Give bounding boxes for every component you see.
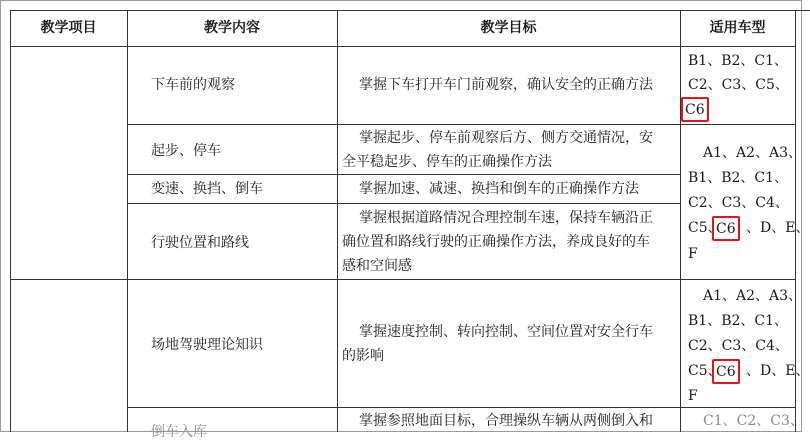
goal-line: 感和空间感 bbox=[342, 258, 412, 274]
goal-line: 掌握根据道路情况合理控制车速，保持车辆沿正 bbox=[359, 210, 653, 226]
row-divider bbox=[127, 203, 680, 204]
highlight-box bbox=[712, 359, 740, 384]
content-cell: 变速、换挡、倒车 bbox=[151, 181, 263, 197]
row-divider bbox=[680, 124, 795, 125]
vehicle-line: C2、C3、C5、 bbox=[688, 77, 789, 93]
goal-line: 掌握加速、减速、换挡和倒车的正确操作方法 bbox=[359, 181, 639, 197]
vehicle-line: A1、A2、A3、 bbox=[703, 288, 803, 304]
vehicle-line: 、D、E、 bbox=[746, 363, 810, 379]
vehicle-line: C5、 bbox=[688, 220, 722, 236]
header-goal: 教学目标 bbox=[480, 20, 537, 36]
vehicle-line: C1、C2、C3、 bbox=[703, 413, 804, 429]
goal-line: 掌握下车打开车门前观察，确认安全的正确方法 bbox=[359, 77, 653, 93]
content-cell: 行驶位置和路线 bbox=[151, 235, 249, 251]
vehicle-line: B1、B2、C1、 bbox=[688, 53, 789, 69]
content-cell: 下车前的观察 bbox=[151, 77, 235, 93]
row-divider bbox=[127, 174, 680, 175]
content-cell: 起步、停车 bbox=[151, 143, 221, 159]
content-cell: 场地驾驶理论知识 bbox=[151, 337, 263, 353]
vehicle-code: C6 bbox=[685, 102, 705, 118]
header-content: 教学内容 bbox=[204, 20, 260, 36]
vehicle-line: C2、C3、C4、 bbox=[688, 338, 789, 354]
header-project: 教学项目 bbox=[40, 20, 97, 36]
goal-line: 确位置和路线行驶的正确操作方法，养成良好的车 bbox=[342, 234, 650, 250]
vehicle-code: C6 bbox=[716, 221, 736, 237]
col-border bbox=[10, 10, 11, 432]
goal-line: 的影响 bbox=[342, 348, 384, 364]
vehicle-code: C6 bbox=[716, 364, 736, 380]
goal-line: 掌握起步、停车前观察后方、侧方交通情况，安 bbox=[359, 130, 653, 146]
content-cell: 倒车入库 bbox=[151, 424, 207, 440]
vehicle-line: B1、B2、C1、 bbox=[688, 313, 789, 329]
highlight-box bbox=[712, 216, 740, 241]
vehicle-line: B1、B2、C1、 bbox=[688, 170, 789, 186]
vehicle-line: C5、 bbox=[688, 363, 722, 379]
col-border bbox=[127, 10, 128, 432]
col-border bbox=[680, 10, 681, 432]
vehicle-line: F bbox=[688, 246, 698, 262]
header-vehicle: 适用车型 bbox=[709, 20, 766, 36]
vehicle-line: A1、A2、A3、 bbox=[703, 145, 803, 161]
goal-line: 掌握速度控制、转向控制、空间位置对安全行车 bbox=[359, 324, 653, 340]
vehicle-line: C2、C3、C4、 bbox=[688, 195, 789, 211]
goal-line: 掌握参照地面目标，合理操纵车辆从两侧倒入和 bbox=[359, 413, 653, 429]
vehicle-line: 、D、E、 bbox=[746, 220, 810, 236]
goal-line: 全平稳起步、停车的正确操作方法 bbox=[342, 154, 552, 170]
vehicle-line: F bbox=[688, 388, 698, 404]
row-divider bbox=[127, 407, 795, 408]
col-border bbox=[337, 10, 338, 432]
highlight-box bbox=[681, 97, 709, 122]
row-divider bbox=[127, 124, 680, 125]
